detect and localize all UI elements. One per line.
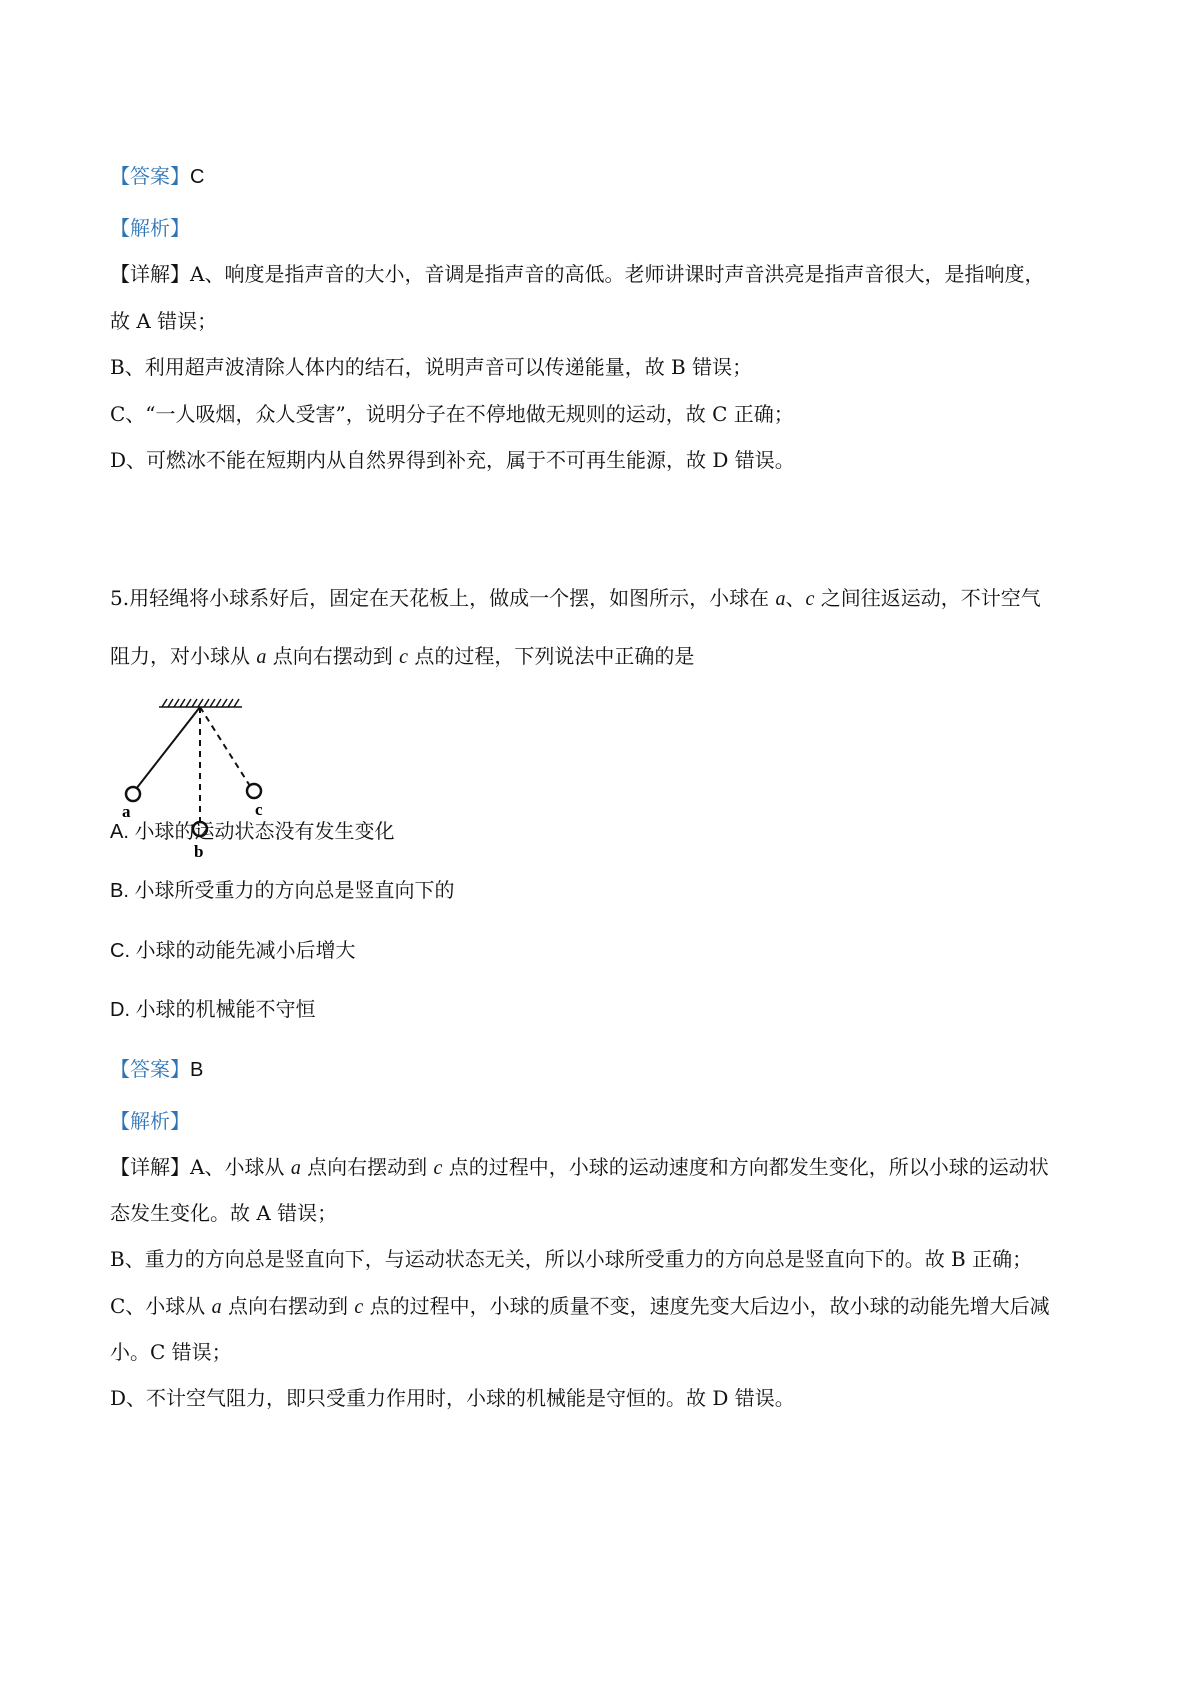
ball-c — [247, 784, 261, 798]
q5-stem-line-1: 5.用轻绳将小球系好后，固定在天花板上，做成一个摆，如图所示，小球在 a、c 之间往返运动，不计空气 — [110, 586, 1041, 610]
ball-a — [126, 787, 140, 801]
option-d: D. 小球的机械能不守恒 — [110, 999, 316, 1021]
q4-detail-line: B、利用超声波清除人体内的结石，说明声音可以传递能量，故 B 错误； — [110, 355, 753, 379]
q4-analysis-tag: 【解析】 — [110, 216, 190, 240]
q4-detail-line: 故 A 错误； — [110, 309, 218, 333]
label-a: a — [122, 802, 131, 821]
q5-stem-line-2: 阻力，对小球从 a 点向右摆动到 c 点的过程，下列说法中正确的是 — [110, 644, 695, 668]
q5-detail-line: B、重力的方向总是竖直向下，与运动状态无关，所以小球所受重力的方向总是竖直向下的。故 B 正确； — [110, 1247, 1033, 1271]
q5-detail-line: 小。C 错误； — [110, 1340, 232, 1364]
q5-detail-line: C、小球从 a 点向右摆动到 c 点的过程中，小球的质量不变，速度先变大后边小，故小球的动能先增大后减 — [110, 1294, 1050, 1318]
answer-value: C — [190, 166, 205, 188]
string-c — [200, 707, 250, 786]
q5-detail-line: 【详解】A、小球从 a 点向右摆动到 c 点的过程中，小球的运动速度和方向都发生变化，所以小球的运动状 — [110, 1155, 1049, 1179]
option-b: B. 小球所受重力的方向总是竖直向下的 — [110, 880, 455, 902]
label-b: b — [194, 842, 204, 861]
q5-answer — [110, 1055, 203, 1084]
q4-answer — [110, 162, 204, 191]
option-a: A. 小球的运动状态没有发生变化 — [110, 821, 395, 843]
q4-detail-line: 【详解】A、响度是指声音的大小，音调是指声音的高低。老师讲课时声音洪亮是指声音很大，是指响度， — [110, 262, 1045, 286]
option-c: C. 小球的动能先减小后增大 — [110, 940, 356, 962]
q5-analysis-tag: 【解析】 — [110, 1109, 190, 1133]
answer-value: B — [190, 1059, 204, 1081]
q5-detail-line: 态发生变化。故 A 错误； — [110, 1201, 338, 1225]
q5-detail-line: D、不计空气阻力，即只受重力作用时，小球的机械能是守恒的。故 D 错误。 — [110, 1386, 795, 1410]
ceiling-hatch — [159, 699, 242, 707]
label-c: c — [255, 800, 263, 819]
q4-detail-line: C、“一人吸烟，众人受害”，说明分子在不停地做无规则的运动，故 C 正确； — [110, 402, 794, 426]
q4-detail-line: D、可燃冰不能在短期内从自然界得到补充，属于不可再生能源，故 D 错误。 — [110, 448, 795, 472]
answer-tag: 【答案】 — [110, 164, 190, 188]
answer-tag: 【答案】 — [110, 1057, 190, 1081]
string-a — [136, 707, 200, 789]
